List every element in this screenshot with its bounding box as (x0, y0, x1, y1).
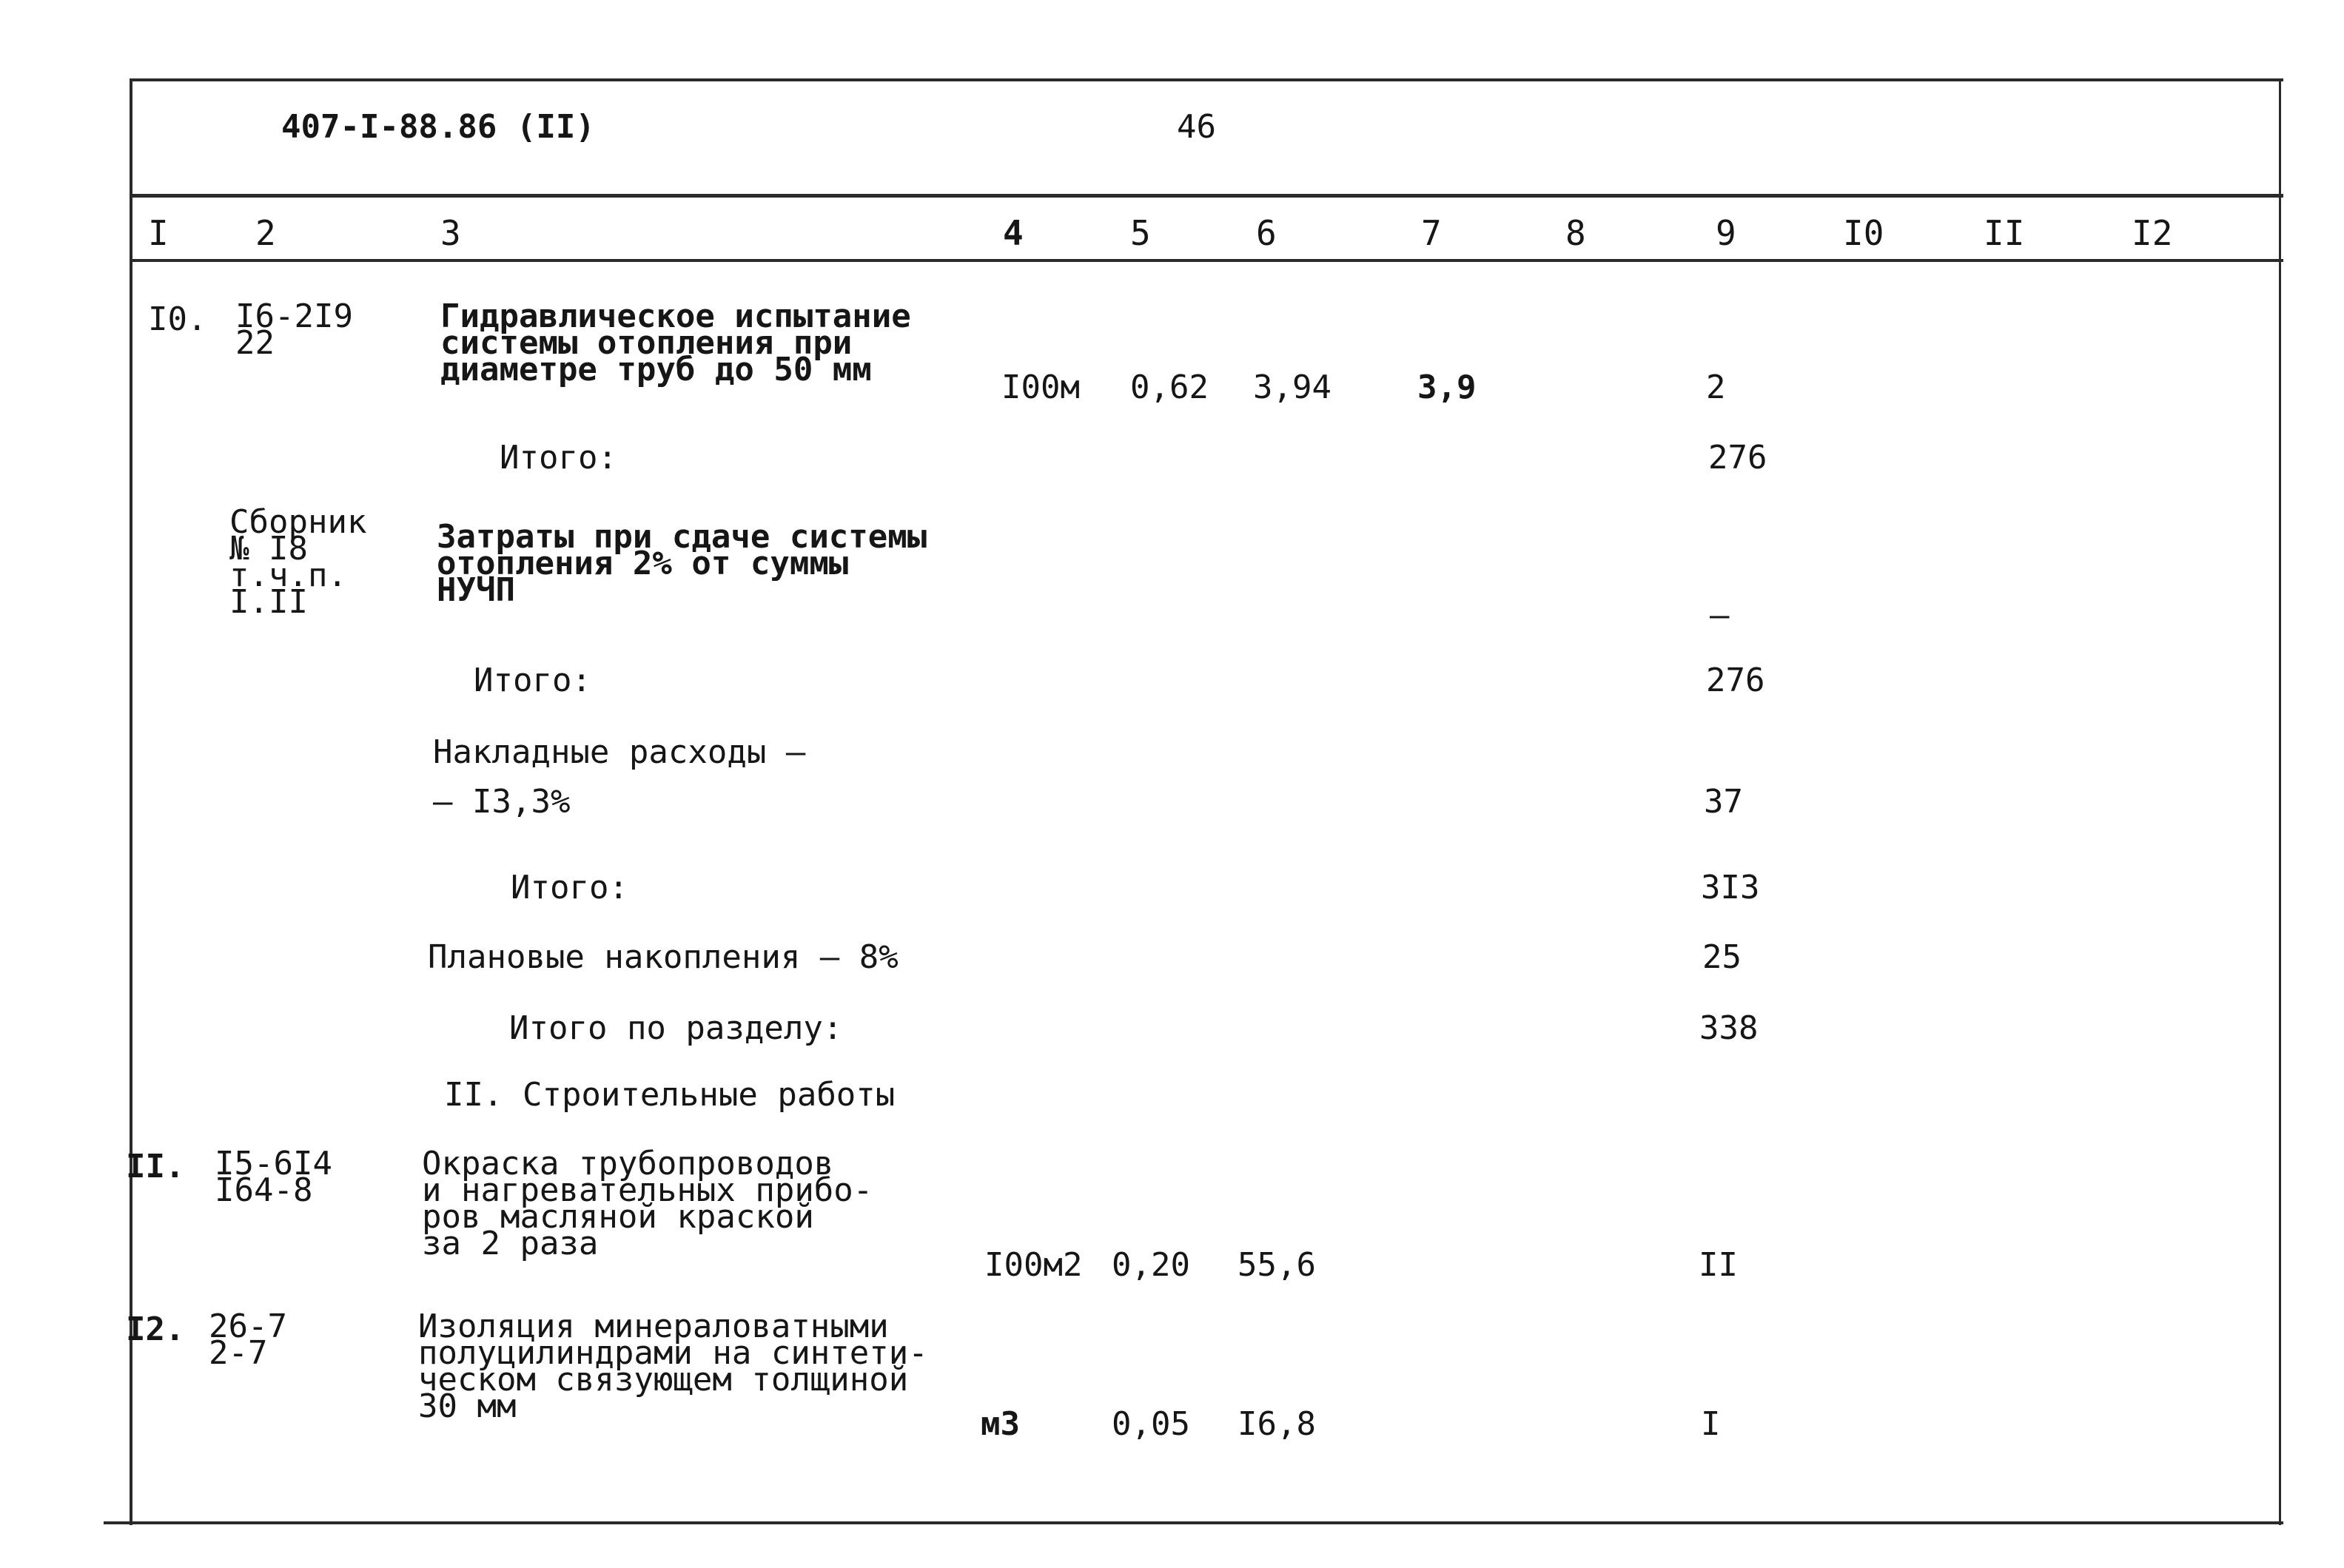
subtotal-label: Итого: (511, 869, 628, 906)
unit-cost: I6,8 (1238, 1405, 1316, 1443)
planned-savings-label: Плановые накопления – 8% (428, 938, 899, 976)
frame-top-line (130, 78, 2283, 81)
quantity: 0,20 (1112, 1246, 1190, 1284)
column-number: 5 (1130, 213, 1151, 253)
frame-bottom-line (104, 1521, 2283, 1524)
subtotal-value: 276 (1708, 439, 1767, 477)
column-number: 2 (255, 213, 276, 253)
work-description: Окраска трубопроводов и нагревательных прибо- ров масляной краской за 2 раза (422, 1145, 873, 1262)
planned-savings-value: 25 (1702, 938, 1742, 976)
page-number: 46 (1177, 108, 1216, 146)
overhead-value: 37 (1704, 783, 1743, 821)
column-number: I (148, 213, 169, 253)
overhead-label: Накладные расходы – (433, 733, 806, 771)
frame-right-line (2279, 78, 2281, 1525)
header-separator-line (130, 194, 2283, 198)
document-code: 407-I-88.86 (II) (281, 108, 595, 146)
subtotal-label: Итого: (500, 439, 617, 477)
column-number: 8 (1565, 213, 1586, 253)
row-number: I0. (148, 300, 207, 338)
section-heading: II. Строительные работы (444, 1076, 896, 1114)
frame-left-line (130, 78, 132, 1525)
rate-code: 26-7 2-7 (209, 1308, 287, 1372)
row-number: II. (126, 1148, 185, 1185)
col7-value: 3,9 (1417, 369, 1477, 406)
unit: I00м2 (984, 1246, 1083, 1284)
section-total-label: Итого по разделу: (509, 1009, 843, 1047)
rate-code: I6-2I9 22 (235, 297, 353, 362)
total-cost: II (1699, 1246, 1738, 1284)
column-number: 3 (440, 213, 461, 253)
total-cost: I (1701, 1405, 1721, 1443)
column-number: 6 (1256, 213, 1277, 253)
column-number: 9 (1716, 213, 1736, 253)
column-number: I2 (2132, 213, 2173, 253)
subtotal-value: 276 (1706, 662, 1765, 699)
subtotal-value: 3I3 (1701, 869, 1760, 906)
column-number: 4 (1003, 213, 1024, 253)
work-description: Затраты при сдаче системы отопления 2% от суммы НУЧП (437, 518, 927, 609)
rate-code: Сборник № I8 т.ч.п. I.II (229, 503, 367, 621)
total-cost: 2 (1706, 369, 1726, 406)
subtotal-label: Итого: (474, 662, 591, 699)
column-number: 7 (1421, 213, 1442, 253)
quantity: 0,05 (1112, 1405, 1190, 1443)
unit-cost: 3,94 (1253, 369, 1331, 406)
unit: м3 (981, 1405, 1020, 1443)
quantity: 0,62 (1130, 369, 1209, 406)
rate-code: I5-6I4 I64-8 (215, 1145, 332, 1209)
section-total-value: 338 (1699, 1009, 1759, 1047)
column-header-separator-line (130, 259, 2283, 262)
work-description: Гидравлическое испытание системы отопления при диаметре труб до 50 мм (440, 297, 911, 388)
work-description: Изоляция минераловатными полуцилиндрами на синтети- ческом связующем толщиной 30 мм (418, 1308, 928, 1425)
unit-cost: 55,6 (1238, 1246, 1316, 1284)
total-cost: – (1710, 596, 1730, 634)
unit: I00м (1001, 369, 1080, 406)
column-number: II (1984, 213, 2025, 253)
row-number: I2. (126, 1310, 185, 1348)
overhead-rate: – I3,3% (433, 783, 571, 821)
column-number: I0 (1843, 213, 1884, 253)
